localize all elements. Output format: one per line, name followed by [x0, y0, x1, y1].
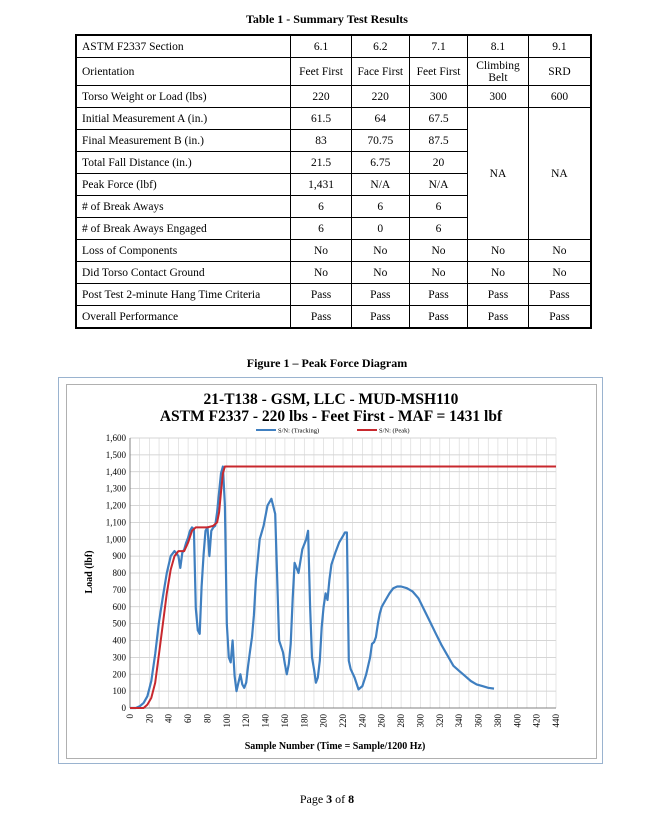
x-tick-label: 360 [473, 714, 484, 728]
page-middle: of [332, 792, 349, 806]
table-cell: 67.5 [409, 108, 467, 130]
row-label: Torso Weight or Load (lbs) [76, 86, 291, 108]
x-tick-label: 380 [492, 714, 503, 728]
table-cell: Face First [351, 58, 409, 86]
y-tick-label: 1,300 [105, 483, 126, 494]
table-cell: 6 [291, 218, 351, 240]
row-label: Final Measurement B (in.) [76, 130, 291, 152]
y-tick-label: 300 [112, 652, 126, 663]
chart-subtitle: ASTM F2337 - 220 lbs - Feet First - MAF = 1431 lbf [159, 408, 503, 425]
page-prefix: Page [299, 792, 327, 806]
table-cell: 20 [409, 152, 467, 174]
table-cell: 1,431 [291, 174, 351, 196]
x-tick-label: 160 [279, 714, 290, 728]
table-cell: 220 [291, 86, 351, 108]
table-cell: 70.75 [351, 130, 409, 152]
x-tick-label: 320 [434, 714, 445, 728]
chart-title: 21-T138 - GSM, LLC - MUD-MSH110 [203, 391, 459, 408]
table-cell: Pass [409, 284, 467, 306]
y-tick-label: 1,000 [105, 534, 126, 545]
table-cell: No [351, 240, 409, 262]
row-label: # of Break Aways Engaged [76, 218, 291, 240]
table-cell: 6 [409, 218, 467, 240]
y-tick-label: 700 [112, 584, 126, 595]
table-cell: 6 [291, 196, 351, 218]
table-cell: Pass [409, 306, 467, 329]
x-tick-label: 400 [512, 714, 523, 728]
y-tick-label: 1,600 [105, 433, 126, 443]
table-cell: No [351, 262, 409, 284]
y-tick-label: 400 [112, 635, 126, 646]
row-label: Total Fall Distance (in.) [76, 152, 291, 174]
x-tick-label: 60 [183, 714, 194, 723]
x-tick-label: 440 [551, 714, 561, 728]
table-cell: Feet First [409, 58, 467, 86]
table-cell: Pass [351, 306, 409, 329]
y-tick-label: 800 [112, 568, 126, 578]
table-cell: N/A [409, 174, 467, 196]
x-axis-label: Sample Number (Time = Sample/1200 Hz) [244, 741, 426, 752]
table-cell: Pass [291, 306, 351, 329]
row-label: Orientation [76, 58, 291, 86]
table-cell: 600 [528, 86, 591, 108]
x-tick-label: 420 [531, 714, 542, 728]
table-cell: Pass [291, 284, 351, 306]
row-label: ASTM F2337 Section [76, 35, 291, 58]
table-cell: No [468, 262, 529, 284]
y-tick-label: 600 [112, 601, 126, 612]
y-tick-label: 500 [112, 618, 126, 629]
col-header-6-1: 6.1 [291, 35, 351, 58]
table-cell: 6 [351, 196, 409, 218]
y-tick-label: 100 [112, 686, 126, 697]
table-cell: No [528, 262, 591, 284]
y-tick-label: 200 [112, 669, 126, 680]
na-cell-9-1: NA [528, 108, 591, 240]
x-tick-label: 80 [202, 714, 213, 723]
col-header-9-1: 9.1 [528, 35, 591, 58]
table-cell: Pass [468, 306, 529, 329]
table-cell: 6 [409, 196, 467, 218]
table-cell: Pass [528, 284, 591, 306]
x-tick-label: 40 [163, 714, 174, 723]
table-cell: N/A [351, 174, 409, 196]
table-cell: No [409, 262, 467, 284]
table-cell: Feet First [291, 58, 351, 86]
legend-label-peak: S/N: (Peak) [379, 427, 410, 435]
row-label: Did Torso Contact Ground [76, 262, 291, 284]
table-cell: No [528, 240, 591, 262]
col-header-7-1: 7.1 [409, 35, 467, 58]
table-cell: 6.75 [351, 152, 409, 174]
row-label: Initial Measurement A (in.) [76, 108, 291, 130]
table-cell: Pass [351, 284, 409, 306]
na-cell-8-1: NA [468, 108, 529, 240]
col-header-8-1: 8.1 [468, 35, 529, 58]
table-cell: 220 [351, 86, 409, 108]
x-tick-label: 240 [357, 714, 368, 728]
x-tick-label: 260 [376, 714, 387, 728]
row-label: Post Test 2-minute Hang Time Criteria [76, 284, 291, 306]
table-cell: No [291, 240, 351, 262]
x-tick-label: 280 [396, 714, 407, 728]
y-tick-label: 1,400 [105, 466, 126, 477]
x-tick-label: 220 [338, 714, 348, 728]
x-tick-label: 120 [241, 714, 252, 728]
table-cell: 300 [409, 86, 467, 108]
row-label: # of Break Aways [76, 196, 291, 218]
y-tick-label: 1,500 [105, 449, 126, 460]
x-tick-label: 0 [125, 714, 135, 719]
table-cell: SRD [528, 58, 591, 86]
x-tick-label: 200 [318, 714, 329, 728]
table-cell: Pass [468, 284, 529, 306]
table-cell: No [291, 262, 351, 284]
row-label: Overall Performance [76, 306, 291, 329]
table-cell: No [468, 240, 529, 262]
y-tick-label: 1,100 [105, 517, 126, 528]
x-tick-label: 140 [260, 714, 271, 728]
series-line-tracking [130, 467, 494, 709]
table-cell: 64 [351, 108, 409, 130]
table-title: Table 1 - Summary Test Results [246, 12, 408, 26]
figure-title: Figure 1 – Peak Force Diagram [246, 356, 408, 370]
x-tick-label: 20 [144, 714, 155, 723]
y-tick-label: 0 [121, 703, 126, 713]
y-axis-label: Load (lbf) [84, 550, 95, 594]
x-tick-label: 300 [415, 714, 426, 728]
table-cell: 300 [468, 86, 529, 108]
table-cell: 83 [291, 130, 351, 152]
page-total: 8 [348, 792, 355, 806]
row-label: Peak Force (lbf) [76, 174, 291, 196]
table-cell: 21.5 [291, 152, 351, 174]
row-label: Loss of Components [76, 240, 291, 262]
x-tick-label: 100 [221, 714, 232, 728]
x-tick-label: 340 [454, 714, 465, 728]
legend-label-tracking: S/N: (Tracking) [278, 427, 320, 435]
table-cell: No [409, 240, 467, 262]
y-tick-label: 1,200 [105, 500, 126, 511]
table-cell: Climbing Belt [468, 58, 529, 86]
chart-legend [256, 428, 410, 435]
table-cell: Pass [528, 306, 591, 329]
col-header-6-2: 6.2 [351, 35, 409, 58]
table-cell: 87.5 [409, 130, 467, 152]
y-tick-label: 900 [112, 551, 126, 562]
page-number [0, 792, 654, 807]
table-cell: 0 [351, 218, 409, 240]
page-current: 3 [326, 792, 333, 806]
table-cell: 61.5 [291, 108, 351, 130]
x-tick-label: 180 [299, 714, 310, 728]
